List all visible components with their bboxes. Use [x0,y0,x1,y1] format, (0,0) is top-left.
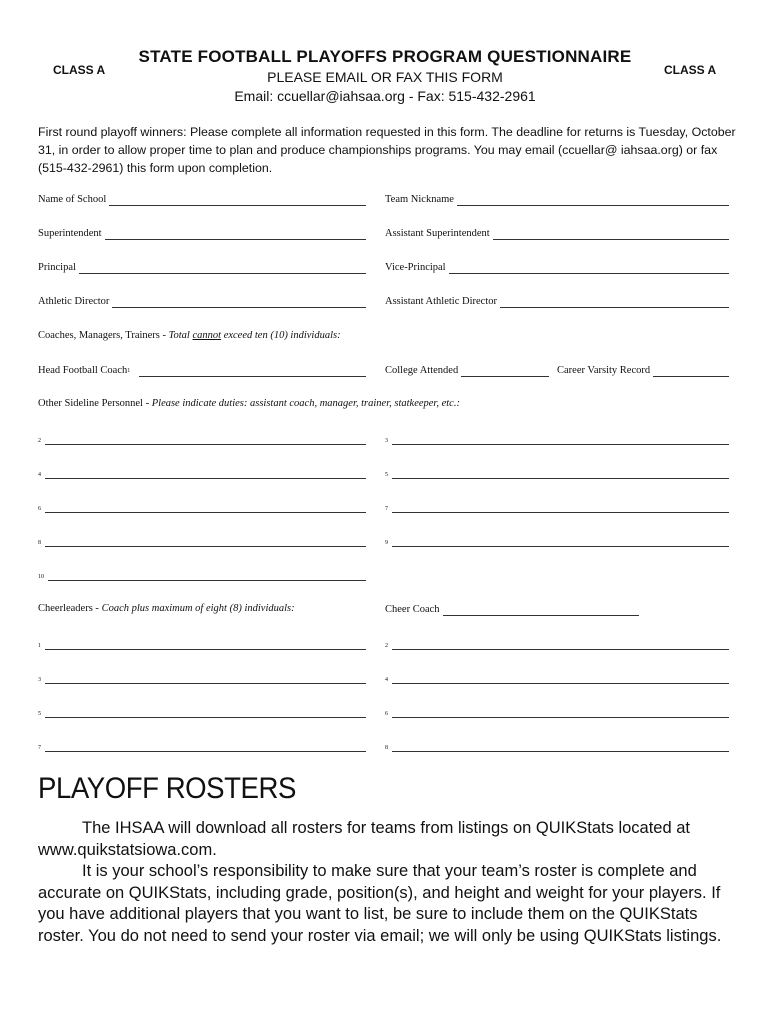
cheer-number: 2 [385,643,388,649]
sideline-number: 2 [38,438,41,444]
cheer-number: 8 [385,745,388,751]
asst-athletic-director-label: Assistant Athletic Director [385,296,497,307]
sideline-note [38,398,460,409]
coaches-note-underlined: cannot [192,330,222,341]
school-name-field[interactable] [38,192,366,206]
sideline-line-2[interactable] [38,431,366,445]
cheer-number: 7 [38,745,41,751]
vice-principal-line[interactable] [449,263,729,274]
cheer-note-italic: Coach plus maximum of eight (8) individuals: [101,603,295,614]
principal-line[interactable] [79,263,366,274]
head-coach-superscript: 1 [127,368,131,374]
cheer-entry-line[interactable] [392,741,729,752]
vice-principal-field[interactable] [385,260,729,274]
coaches-note-label: Coaches, Managers, Trainers - [38,330,169,341]
superintendent-line[interactable] [105,229,366,240]
sideline-entry-line[interactable] [45,468,366,479]
coaches-note-italic-a: Total [168,330,193,341]
sideline-number: 4 [38,472,41,478]
cheer-entry-line[interactable] [392,639,729,650]
principal-label: Principal [38,262,76,273]
sideline-number: 9 [385,540,388,546]
cheer-number: 4 [385,677,388,683]
cheer-number: 1 [38,643,41,649]
cheer-number: 3 [38,677,41,683]
sideline-number: 5 [385,472,388,478]
principal-field[interactable] [38,260,366,274]
cheer-number: 5 [38,711,41,717]
cheer-line-7[interactable] [38,738,366,752]
rosters-heading: PLAYOFF ROSTERS [38,772,296,805]
sideline-entry-line[interactable] [45,502,366,513]
sideline-entry-line[interactable] [392,468,729,479]
coaches-note [38,330,341,341]
sideline-number: 3 [385,438,388,444]
sideline-line-10[interactable] [38,567,366,581]
cheer-note-label: Cheerleaders - [38,603,102,614]
cheer-line-2[interactable] [385,636,729,650]
head-coach-label: Head Football Coach$^1$ [38,365,131,376]
sideline-line-4[interactable] [38,465,366,479]
asst-athletic-director-field[interactable] [385,294,729,308]
cheer-entry-line[interactable] [45,741,366,752]
college-attended-line[interactable] [461,366,549,377]
cheer-line-4[interactable] [385,670,729,684]
cheer-line-5[interactable] [38,704,366,718]
head-coach-field[interactable] [38,363,366,377]
sideline-line-5[interactable] [385,465,729,479]
head-coach-line[interactable] [139,366,366,377]
sideline-number: 6 [38,506,41,512]
asst-superintendent-label: Assistant Superintendent [385,228,490,239]
sideline-entry-line[interactable] [45,536,366,547]
sideline-entry-line[interactable] [45,434,366,445]
asst-superintendent-field[interactable] [385,226,729,240]
cheer-entry-line[interactable] [392,707,729,718]
form-title: STATE FOOTBALL PLAYOFFS PROGRAM QUESTIONNAIRE [138,47,632,66]
career-record-label: Career Varsity Record [557,365,651,376]
college-attended-label: College Attended [385,365,459,376]
athletic-director-line[interactable] [112,297,366,308]
cheer-entry-line[interactable] [392,673,729,684]
rosters-paragraph-2: It is your school’s responsibility to make sure that your team’s roster is complete and accurate on QUIKStats, including grade, position(s), and height and weight for your players. If you have additional players that you want to list, be sure to include them on the QUIKStats roster. You do not need to send your roster via email; we will only be using QUIKStats listings. [38,862,722,945]
sideline-entry-line[interactable] [392,434,729,445]
school-name-label: Name of School [38,194,107,205]
cheer-line-8[interactable] [385,738,729,752]
sideline-line-3[interactable] [385,431,729,445]
cheer-coach-label: Cheer Coach [385,604,440,615]
team-nickname-field[interactable] [385,192,729,206]
career-record-field[interactable] [557,363,729,377]
cheer-coach-field[interactable] [385,602,639,616]
cheer-line-6[interactable] [385,704,729,718]
sideline-line-6[interactable] [38,499,366,513]
intro-paragraph: First round playoff winners: Please complete all information requested in this form. The deadline for returns is Tuesday, October 31, in order to allow proper time to plan and produce championships programs. You may email (ccuellar@ iahsaa.org) or fax (515-432-2961) this form upon completion. [38,125,736,175]
sideline-entry-line[interactable] [48,570,366,581]
contact-line: Email: ccuellar@iahsaa.org - Fax: 515-432-2961 [234,88,536,104]
team-nickname-line[interactable] [457,195,729,206]
form-subtitle: PLEASE EMAIL OR FAX THIS FORM [267,69,503,85]
athletic-director-field[interactable] [38,294,366,308]
team-nickname-label: Team Nickname [385,194,454,205]
superintendent-label: Superintendent [38,228,102,239]
asst-superintendent-line[interactable] [493,229,729,240]
cheer-line-3[interactable] [38,670,366,684]
cheer-line-1[interactable] [38,636,366,650]
sideline-number: 10 [38,574,44,580]
cheer-note [38,603,295,614]
class-label-right: CLASS A [664,63,717,77]
rosters-body [38,818,738,947]
sideline-note-label: Other Sideline Personnel - [38,398,152,409]
coaches-note-italic-b: exceed ten (10) individuals: [221,330,341,341]
sideline-note-italic: Please indicate duties: assistant coach, manager, trainer, statkeeper, etc.: [151,398,460,409]
cheer-entry-line[interactable] [45,639,366,650]
sideline-line-7[interactable] [385,499,729,513]
cheer-number: 6 [385,711,388,717]
sideline-line-9[interactable] [385,533,729,547]
sideline-line-8[interactable] [38,533,366,547]
school-name-line[interactable] [109,195,366,206]
cheer-coach-line[interactable] [443,605,639,616]
cheer-entry-line[interactable] [45,707,366,718]
sideline-number: 7 [385,506,388,512]
athletic-director-label: Athletic Director [38,296,110,307]
sideline-number: 8 [38,540,41,546]
college-attended-field[interactable] [385,363,549,377]
vice-principal-label: Vice-Principal [385,262,446,273]
cheer-entry-line[interactable] [45,673,366,684]
sideline-entry-line[interactable] [392,536,729,547]
career-record-line[interactable] [653,366,729,377]
class-label-left: CLASS A [53,63,106,77]
sideline-entry-line[interactable] [392,502,729,513]
rosters-paragraph-1: The IHSAA will download all rosters for teams from listings on QUIKStats located at www.quikstatsiowa.com. [38,819,691,859]
superintendent-field[interactable] [38,226,366,240]
asst-athletic-director-line[interactable] [500,297,729,308]
